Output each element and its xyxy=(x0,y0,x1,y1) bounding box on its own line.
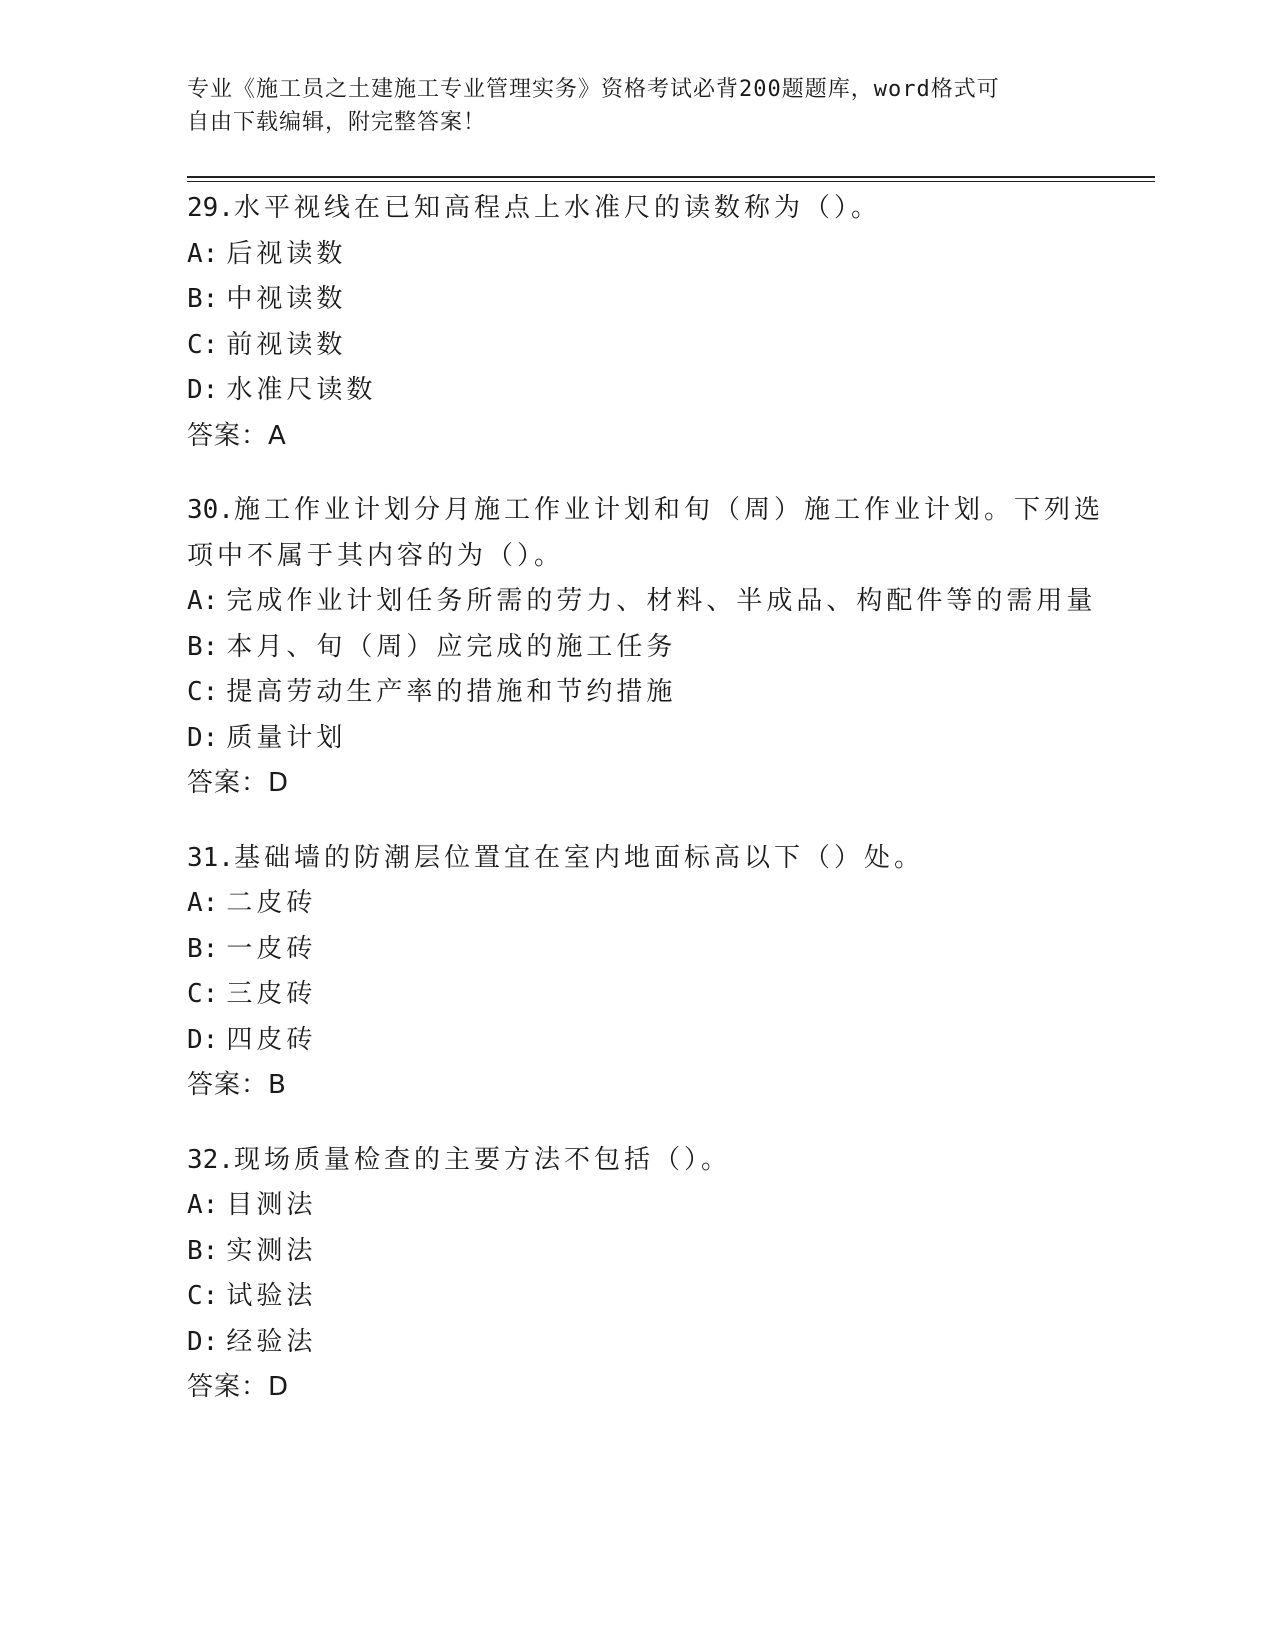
option-a xyxy=(187,1183,1087,1229)
option-b xyxy=(187,1229,1087,1275)
option-b xyxy=(187,277,1087,323)
question-29 xyxy=(187,186,1087,459)
option-a xyxy=(187,579,1097,625)
header-divider-thick xyxy=(187,176,1155,178)
option-text: 本月、旬（周）应完成的施工任务 xyxy=(226,631,677,662)
option-text: 目测法 xyxy=(226,1190,317,1220)
question-stem-continued: 项中不属于其内容的为（）。 xyxy=(187,540,565,571)
option-text: 经验法 xyxy=(226,1326,317,1357)
question-31 xyxy=(187,836,1087,1109)
question-number: 30. xyxy=(187,495,234,525)
question-stem xyxy=(187,836,1087,882)
option-text: 试验法 xyxy=(226,1281,317,1311)
question-stem-text: 现场质量检查的主要方法不包括（）。 xyxy=(233,1144,731,1175)
option-text: 四皮砖 xyxy=(226,1024,317,1055)
document-header xyxy=(187,73,1087,139)
question-number: 31. xyxy=(187,842,234,873)
question-stem xyxy=(187,186,1087,232)
option-c xyxy=(187,1274,1087,1320)
option-text: 水准尺读数 xyxy=(226,375,377,405)
question-stem-text: 施工作业计划分月施工作业计划和旬（周）施工作业计划。下列选 xyxy=(233,495,1104,525)
option-a xyxy=(187,881,1087,927)
question-list xyxy=(187,186,1104,1440)
option-key: A: xyxy=(187,1190,219,1220)
question-stem-text: 水平视线在已知高程点上水准尺的读数称为（）。 xyxy=(233,193,881,223)
option-b xyxy=(187,927,1087,973)
option-key: C: xyxy=(187,677,219,707)
option-a xyxy=(187,232,1087,278)
option-text: 一皮砖 xyxy=(226,933,317,964)
option-key: B: xyxy=(187,631,219,662)
option-key: C: xyxy=(187,979,219,1009)
option-text: 实测法 xyxy=(226,1235,317,1266)
option-key: C: xyxy=(187,1281,219,1311)
option-c xyxy=(187,670,1087,716)
option-c xyxy=(187,323,1087,369)
question-32 xyxy=(187,1138,1087,1411)
option-key: D: xyxy=(187,1024,219,1055)
option-key: A: xyxy=(187,888,219,918)
option-text: 完成作业计划任务所需的劳力、材料、半成品、构配件等的需用量 xyxy=(226,586,1097,616)
option-key: D: xyxy=(187,722,219,753)
header-title-line-2: 自由下载编辑，附完整答案！ xyxy=(187,110,487,135)
option-key: B: xyxy=(187,933,219,964)
option-key: D: xyxy=(187,375,219,405)
option-key: A: xyxy=(187,586,219,616)
option-text: 后视读数 xyxy=(226,238,347,269)
option-d xyxy=(187,716,1087,762)
answer-line: 答案：D xyxy=(187,768,290,798)
option-text: 质量计划 xyxy=(226,722,347,753)
question-stem xyxy=(187,1138,1087,1184)
option-text: 前视读数 xyxy=(226,329,347,360)
question-stem xyxy=(187,488,1104,534)
question-30 xyxy=(187,488,1104,807)
option-d xyxy=(187,368,1087,414)
option-b xyxy=(187,625,1087,671)
question-number: 32. xyxy=(187,1144,234,1175)
option-text: 中视读数 xyxy=(226,284,347,314)
answer-line: 答案：D xyxy=(187,1372,290,1402)
option-key: A: xyxy=(187,238,219,269)
option-key: B: xyxy=(187,1235,219,1266)
option-text: 二皮砖 xyxy=(226,888,317,918)
header-title-line-1: 专业《施工员之土建施工专业管理实务》资格考试必背200题题库，word格式可 xyxy=(187,77,1000,102)
question-number: 29. xyxy=(187,193,234,223)
option-text: 提高劳动生产率的措施和节约措施 xyxy=(226,677,677,707)
option-d xyxy=(187,1018,1087,1064)
option-key: B: xyxy=(187,284,219,314)
option-text: 三皮砖 xyxy=(226,979,317,1009)
option-d xyxy=(187,1320,1087,1366)
option-key: C: xyxy=(187,329,219,360)
answer-line: 答案：B xyxy=(187,1070,287,1100)
option-c xyxy=(187,972,1087,1018)
option-key: D: xyxy=(187,1326,219,1357)
header-divider-thin xyxy=(187,181,1155,182)
question-stem-text: 基础墙的防潮层位置宜在室内地面标高以下（）处。 xyxy=(233,842,924,873)
answer-line: 答案：A xyxy=(187,420,287,451)
